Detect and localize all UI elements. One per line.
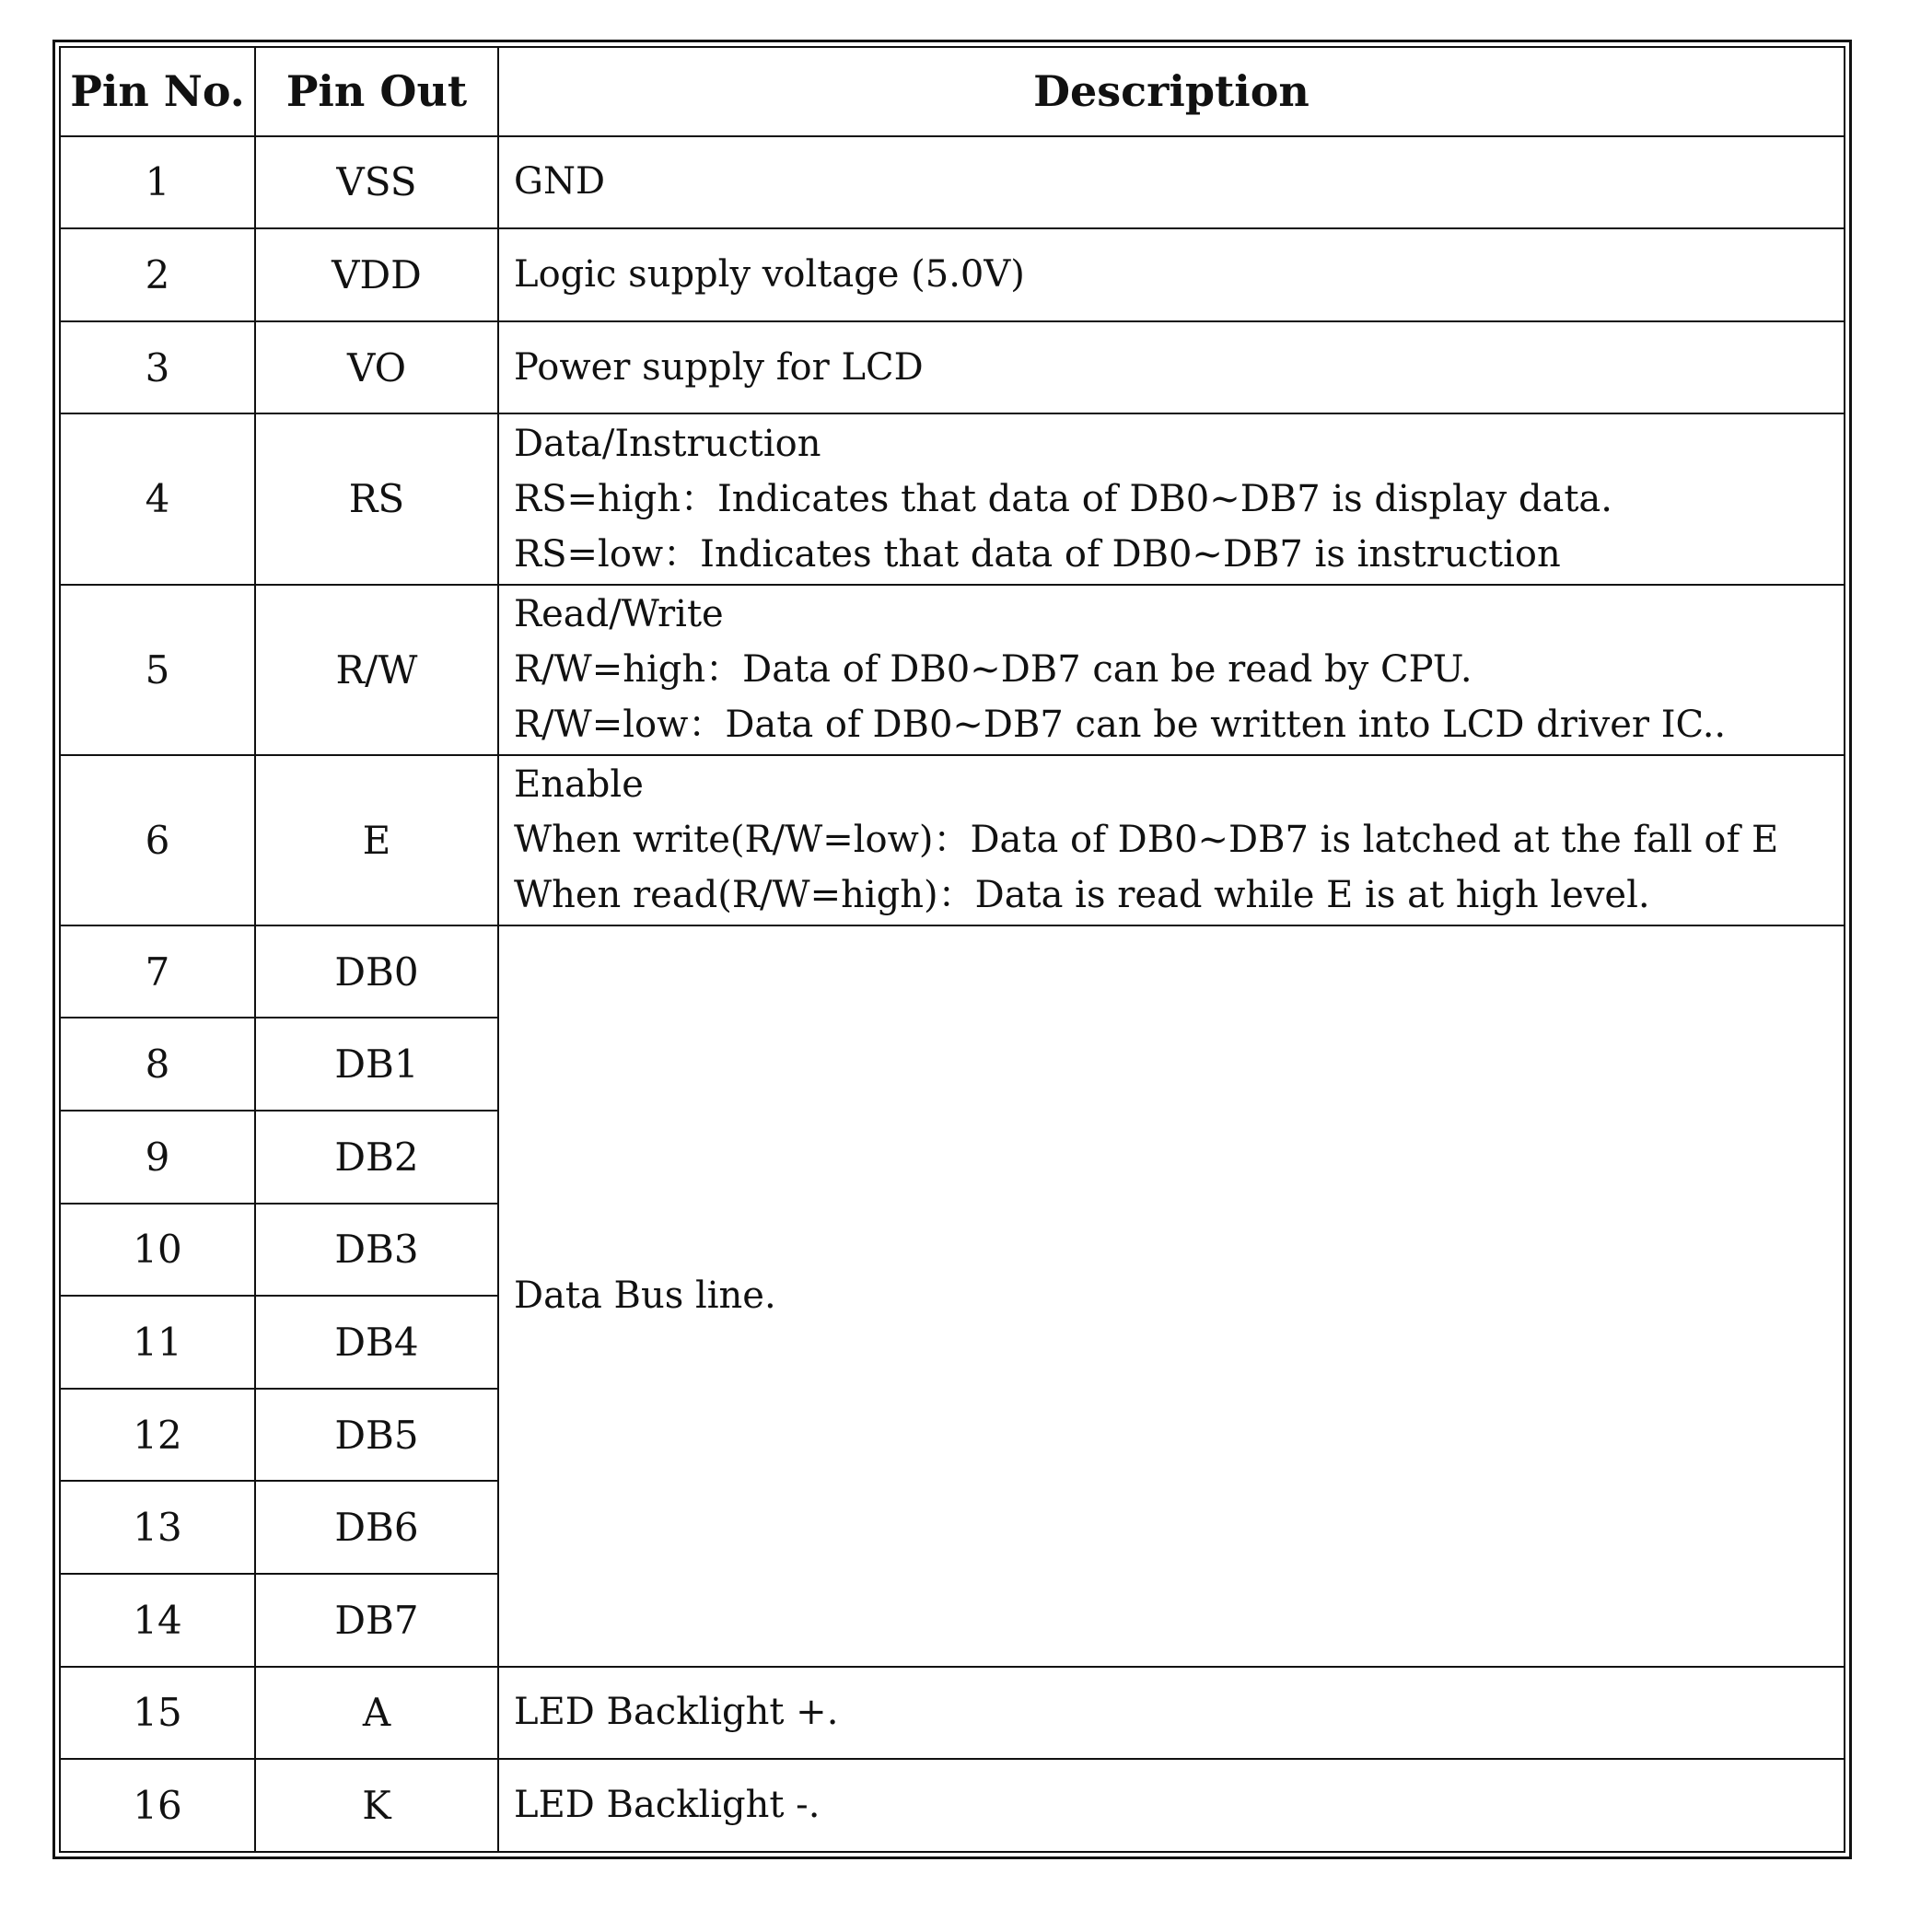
pin-number: 10 — [60, 1204, 255, 1297]
header-row — [60, 47, 1845, 136]
pin-name: DB0 — [255, 925, 498, 1018]
description-line: LED Backlight +. — [514, 1691, 839, 1734]
pin-name: R/W — [255, 585, 498, 755]
pin-number: 1 — [60, 136, 255, 229]
pin-number: 13 — [60, 1481, 255, 1574]
pin-description — [498, 228, 1845, 321]
pin-number: 11 — [60, 1296, 255, 1389]
table-row — [60, 585, 1845, 755]
pin-name: DB2 — [255, 1111, 498, 1204]
pin-number: 7 — [60, 925, 255, 1018]
table-row — [60, 925, 1845, 1018]
description-line: Logic supply voltage (5.0V) — [514, 252, 1025, 296]
pin-name: VDD — [255, 228, 498, 321]
pin-description — [498, 136, 1845, 229]
pin-description — [498, 1667, 1845, 1760]
pin-number: 16 — [60, 1759, 255, 1852]
header-pin-out: Pin Out — [255, 47, 498, 136]
description-line: When write(R/W=low)：Data of DB0~DB7 is latched at the fall of E — [514, 819, 1779, 862]
description-line: Enable — [514, 763, 644, 807]
table-row — [60, 228, 1845, 321]
pin-number: 15 — [60, 1667, 255, 1760]
table-row — [60, 1667, 1845, 1760]
description-line: Data Bus line. — [514, 1274, 776, 1317]
description-line: R/W=low：Data of DB0~DB7 can be written into LCD driver IC.. — [514, 704, 1727, 747]
table-row — [60, 413, 1845, 584]
pin-description — [498, 1759, 1845, 1852]
description-line: RS=low：Indicates that data of DB0~DB7 is instruction — [514, 532, 1561, 576]
pin-name: VO — [255, 321, 498, 414]
pin-description — [498, 413, 1845, 584]
pin-description — [498, 321, 1845, 414]
table-row — [60, 136, 1845, 229]
pin-number: 9 — [60, 1111, 255, 1204]
pin-table — [59, 46, 1845, 1853]
pin-name: DB7 — [255, 1574, 498, 1667]
description-line: R/W=high：Data of DB0~DB7 can be read by CPU. — [514, 648, 1472, 692]
table-row — [60, 321, 1845, 414]
pin-description-data-bus — [498, 925, 1845, 1667]
description-line: LED Backlight -. — [514, 1784, 821, 1827]
pin-number: 3 — [60, 321, 255, 414]
table-row — [60, 755, 1845, 925]
pin-number: 2 — [60, 228, 255, 321]
description-line: Data/Instruction — [514, 422, 821, 465]
pin-name: RS — [255, 413, 498, 584]
header-description: Description — [498, 47, 1845, 136]
pin-description — [498, 585, 1845, 755]
pin-name: DB5 — [255, 1389, 498, 1482]
pin-name: DB6 — [255, 1481, 498, 1574]
description-line: Read/Write — [514, 593, 724, 636]
header-pin-no: Pin No. — [60, 47, 255, 136]
pin-number: 6 — [60, 755, 255, 925]
description-line: GND — [514, 160, 606, 204]
table-row — [60, 1759, 1845, 1852]
description-line: When read(R/W=high)：Data is read while E is at high level. — [514, 874, 1650, 917]
pin-name: DB1 — [255, 1018, 498, 1111]
pin-number: 5 — [60, 585, 255, 755]
description-line: RS=high：Indicates that data of DB0~DB7 is display data. — [514, 477, 1612, 520]
description-line: Power supply for LCD — [514, 345, 924, 389]
pin-name: DB3 — [255, 1204, 498, 1297]
pin-name: VSS — [255, 136, 498, 229]
pin-number: 4 — [60, 413, 255, 584]
pin-description — [498, 755, 1845, 925]
pin-name: E — [255, 755, 498, 925]
pin-number: 8 — [60, 1018, 255, 1111]
pin-name: DB4 — [255, 1296, 498, 1389]
pin-number: 14 — [60, 1574, 255, 1667]
pin-name: K — [255, 1759, 498, 1852]
pin-name: A — [255, 1667, 498, 1760]
pin-number: 12 — [60, 1389, 255, 1482]
